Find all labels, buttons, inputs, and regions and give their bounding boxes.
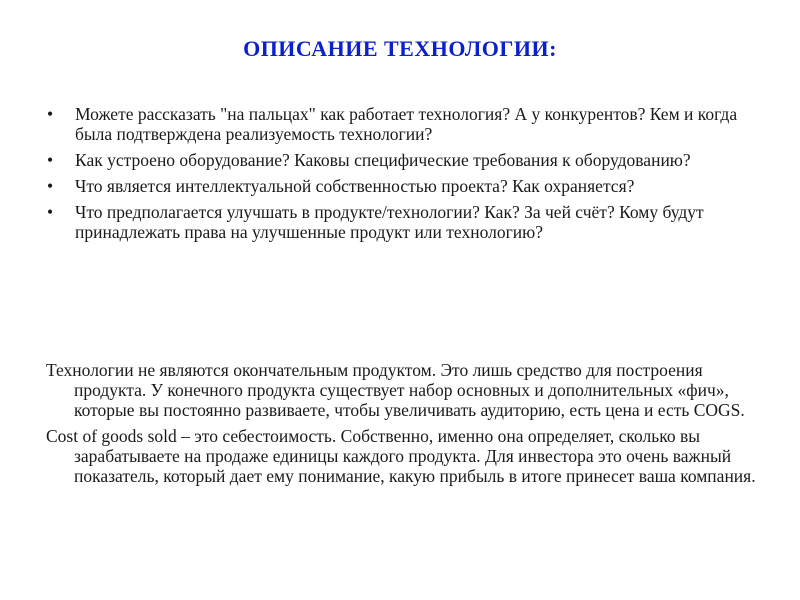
paragraph-cogs: Cost of goods sold – это себестоимость. Собственно, именно она определяет, сколько вы зарабатываете на продаже единицы каждого продукта. Для инвестора это очень важный показатель, который дает ему понимание, какую прибыль в итоге принесет ваша компания. xyxy=(46,426,756,486)
bullet-marker: • xyxy=(47,104,54,124)
bullet-item xyxy=(45,150,745,170)
bullet-marker: • xyxy=(47,176,54,196)
bullet-item xyxy=(45,176,745,196)
bullet-text: Как устроено оборудование? Каковы специфические требования к оборудованию? xyxy=(75,150,691,170)
bullet-list xyxy=(45,104,745,248)
bullet-text: Что предполагается улучшать в продукте/технологии? Как? За чей счёт? Кому будут принадлежать права на улучшенные продукт или технологию? xyxy=(75,202,704,242)
bullet-text: Что является интеллектуальной собственностью проекта? Как охраняется? xyxy=(75,176,635,196)
bullet-marker: • xyxy=(47,202,54,222)
bullet-item xyxy=(45,202,745,242)
bullet-marker: • xyxy=(47,150,54,170)
slide-title: ОПИСАНИЕ ТЕХНОЛОГИИ: xyxy=(243,36,557,61)
body-paragraphs xyxy=(46,360,766,492)
paragraph-technology: Технологии не являются окончательным продуктом. Это лишь средство для построения продукта. У конечного продукта существует набор основных и дополнительных «фич», которые вы постоянно развиваете, чтобы увеличивать аудиторию, есть цена и есть COGS. xyxy=(46,360,745,420)
bullet-item xyxy=(45,104,745,144)
bullet-text: Можете рассказать "на пальцах" как работает технология? А у конкурентов? Кем и когда была подтверждена реализуемость технологии? xyxy=(75,104,738,144)
